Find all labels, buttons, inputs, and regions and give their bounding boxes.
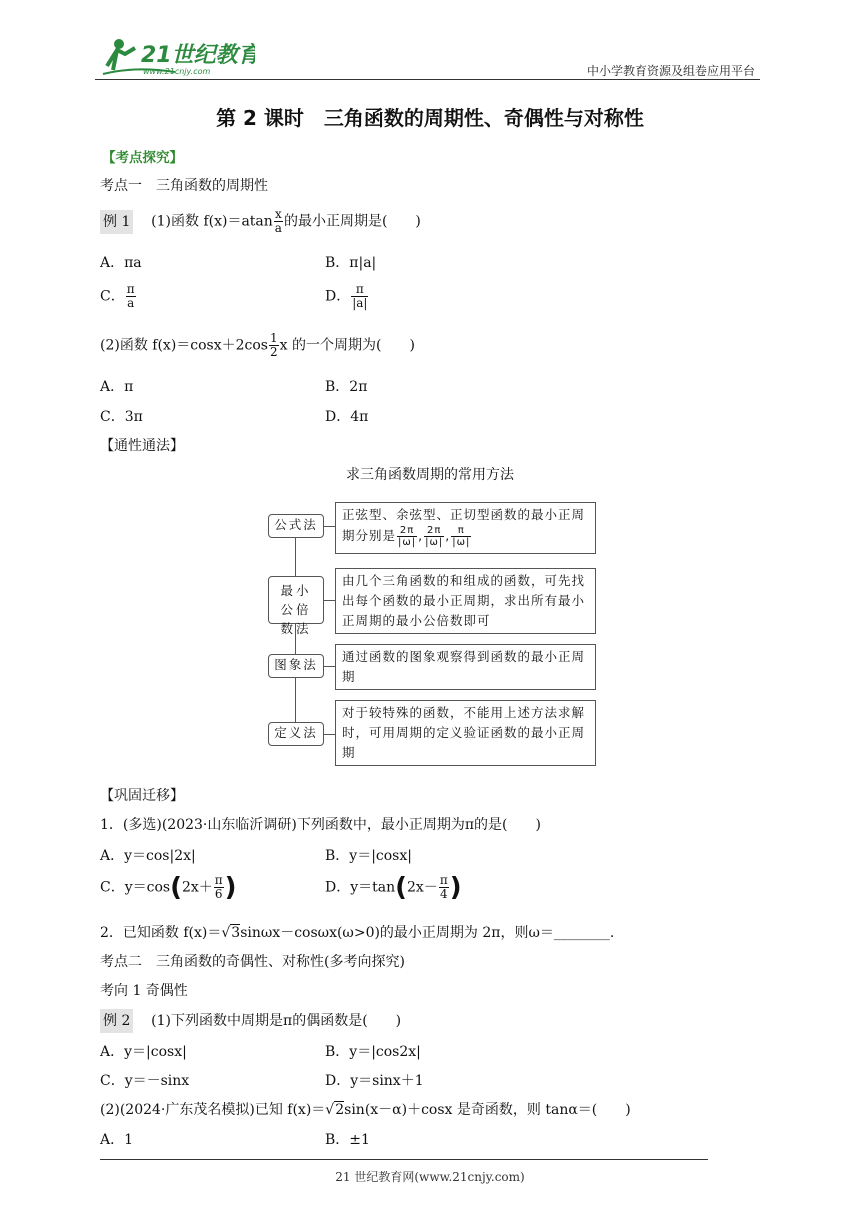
ex1-q1-post: 的最小正周期是( ) xyxy=(283,213,421,230)
label-lcm-method: 最小公倍数法 xyxy=(268,576,324,624)
direction1-heading: 考向 1 奇偶性 xyxy=(100,983,188,999)
ex1-question2: (2)函数 f(x)＝cosx＋2cos $\frac{1}{2}$ x 的一个周期为( ) xyxy=(100,331,415,359)
example1-question1 xyxy=(100,208,421,235)
consolidate-q1: 1．(多选)(2023·山东临沂调研)下列函数中，最小正周期为π的是( ) xyxy=(100,817,541,833)
c1-option-c: C．y＝cos(2x＋ $\frac{\pi}{6}$ ) xyxy=(100,872,237,903)
ex2-q2-option-b: B．±1 xyxy=(325,1132,370,1148)
footer-link[interactable]: 21 世纪教育网(www.21cnjy.com) xyxy=(335,1170,525,1184)
box-lcm: 由几个三角函数的和组成的函数，可先找出每个函数的最小正周期，求出所有最小正周期的最小公倍数即可 xyxy=(335,568,596,634)
c1-option-b: B．y＝|cosx| xyxy=(325,848,412,864)
ex1-q1-pre: (1)函数 f(x)＝atan xyxy=(151,213,273,230)
q2-option-b: B．2π xyxy=(325,379,368,395)
kp1-heading: 考点一 三角函数的周期性 xyxy=(100,178,268,194)
footer-divider xyxy=(100,1159,708,1160)
ex2-option-a: A．y＝|cosx| xyxy=(100,1044,187,1060)
label-definition-method: 定义法 xyxy=(268,722,324,746)
label-formula-method: 公式法 xyxy=(268,514,324,538)
c1-option-a: A．y＝cos|2x| xyxy=(100,848,196,864)
header-tagline: 中小学教育资源及组卷应用平台 xyxy=(586,64,755,78)
q2-option-c: C．3π xyxy=(100,409,143,425)
kp2-heading: 考点二 三角函数的奇偶性、对称性(多考向探究) xyxy=(100,954,405,970)
method-heading: 【通性通法】 xyxy=(100,438,184,454)
ex2-question2: (2)(2024·广东茂名模拟)已知 f(x)＝√2sin(x－α)＋cosx 是奇函数，则 tanα＝( ) xyxy=(100,1102,631,1118)
diagram-title: 求三角函数周期的常用方法 xyxy=(346,467,514,483)
q2-option-a: A．π xyxy=(100,379,134,395)
ex1-option-a: A．πa xyxy=(100,255,142,271)
ex1-option-d: D． $\frac{\pi}{|a|}$ xyxy=(325,282,368,310)
site-logo xyxy=(95,36,255,78)
box-graph: 通过函数的图象观察得到函数的最小正周期 xyxy=(335,644,596,690)
c1-option-d: D．y＝tan(2x－ $\frac{\pi}{4}$ ) xyxy=(325,872,462,903)
ex2-q2-option-a: A．1 xyxy=(100,1132,134,1148)
section-explore: 【考点探究】 xyxy=(102,150,183,166)
ex2-option-d: D．y＝sinx＋1 xyxy=(325,1073,424,1089)
q2-option-d: D．4π xyxy=(325,409,369,425)
consolidate-q2: 2．已知函数 f(x)＝√3sinωx－cosωx(ω>0)的最小正周期为 2π，则ω＝________. xyxy=(100,925,615,941)
box-formula: 正弦型、余弦型、正切型函数的最小正周期分别是 $\frac{2\pi}{|\omega|}$ , $\frac{2\pi}{|\omega|}$ , $\frac{\pi}{|\omega|}$ xyxy=(335,502,596,554)
example2-label: 例 2 xyxy=(100,1009,133,1033)
ex1-option-b: B．π|a| xyxy=(325,255,377,271)
ex2-option-b: B．y＝|cos2x| xyxy=(325,1044,421,1060)
consolidate-heading: 【巩固迁移】 xyxy=(100,788,184,804)
ex2-option-c: C．y＝－sinx xyxy=(100,1073,190,1089)
page-title: 第 2 课时 三角函数的周期性、奇偶性与对称性 xyxy=(216,106,644,130)
example1-label: 例 1 xyxy=(100,210,133,234)
ex1-option-c: C． $\frac{\pi}{a}$ xyxy=(100,282,135,310)
header-divider xyxy=(95,79,760,80)
label-graph-method: 图象法 xyxy=(268,654,324,678)
example2-question1: 例 2 (1)下列函数中周期是π的偶函数是( ) xyxy=(100,1010,401,1030)
box-definition: 对于较特殊的函数，不能用上述方法求解时，可用周期的定义验证函数的最小正周期 xyxy=(335,700,596,766)
logo-text: 21世纪教育 xyxy=(141,43,255,68)
method-diagram xyxy=(265,500,600,770)
logo-url: www.21cnjy.com xyxy=(143,67,211,76)
ex1-q1-fraction: $\frac{x}{a}$ xyxy=(274,207,282,235)
